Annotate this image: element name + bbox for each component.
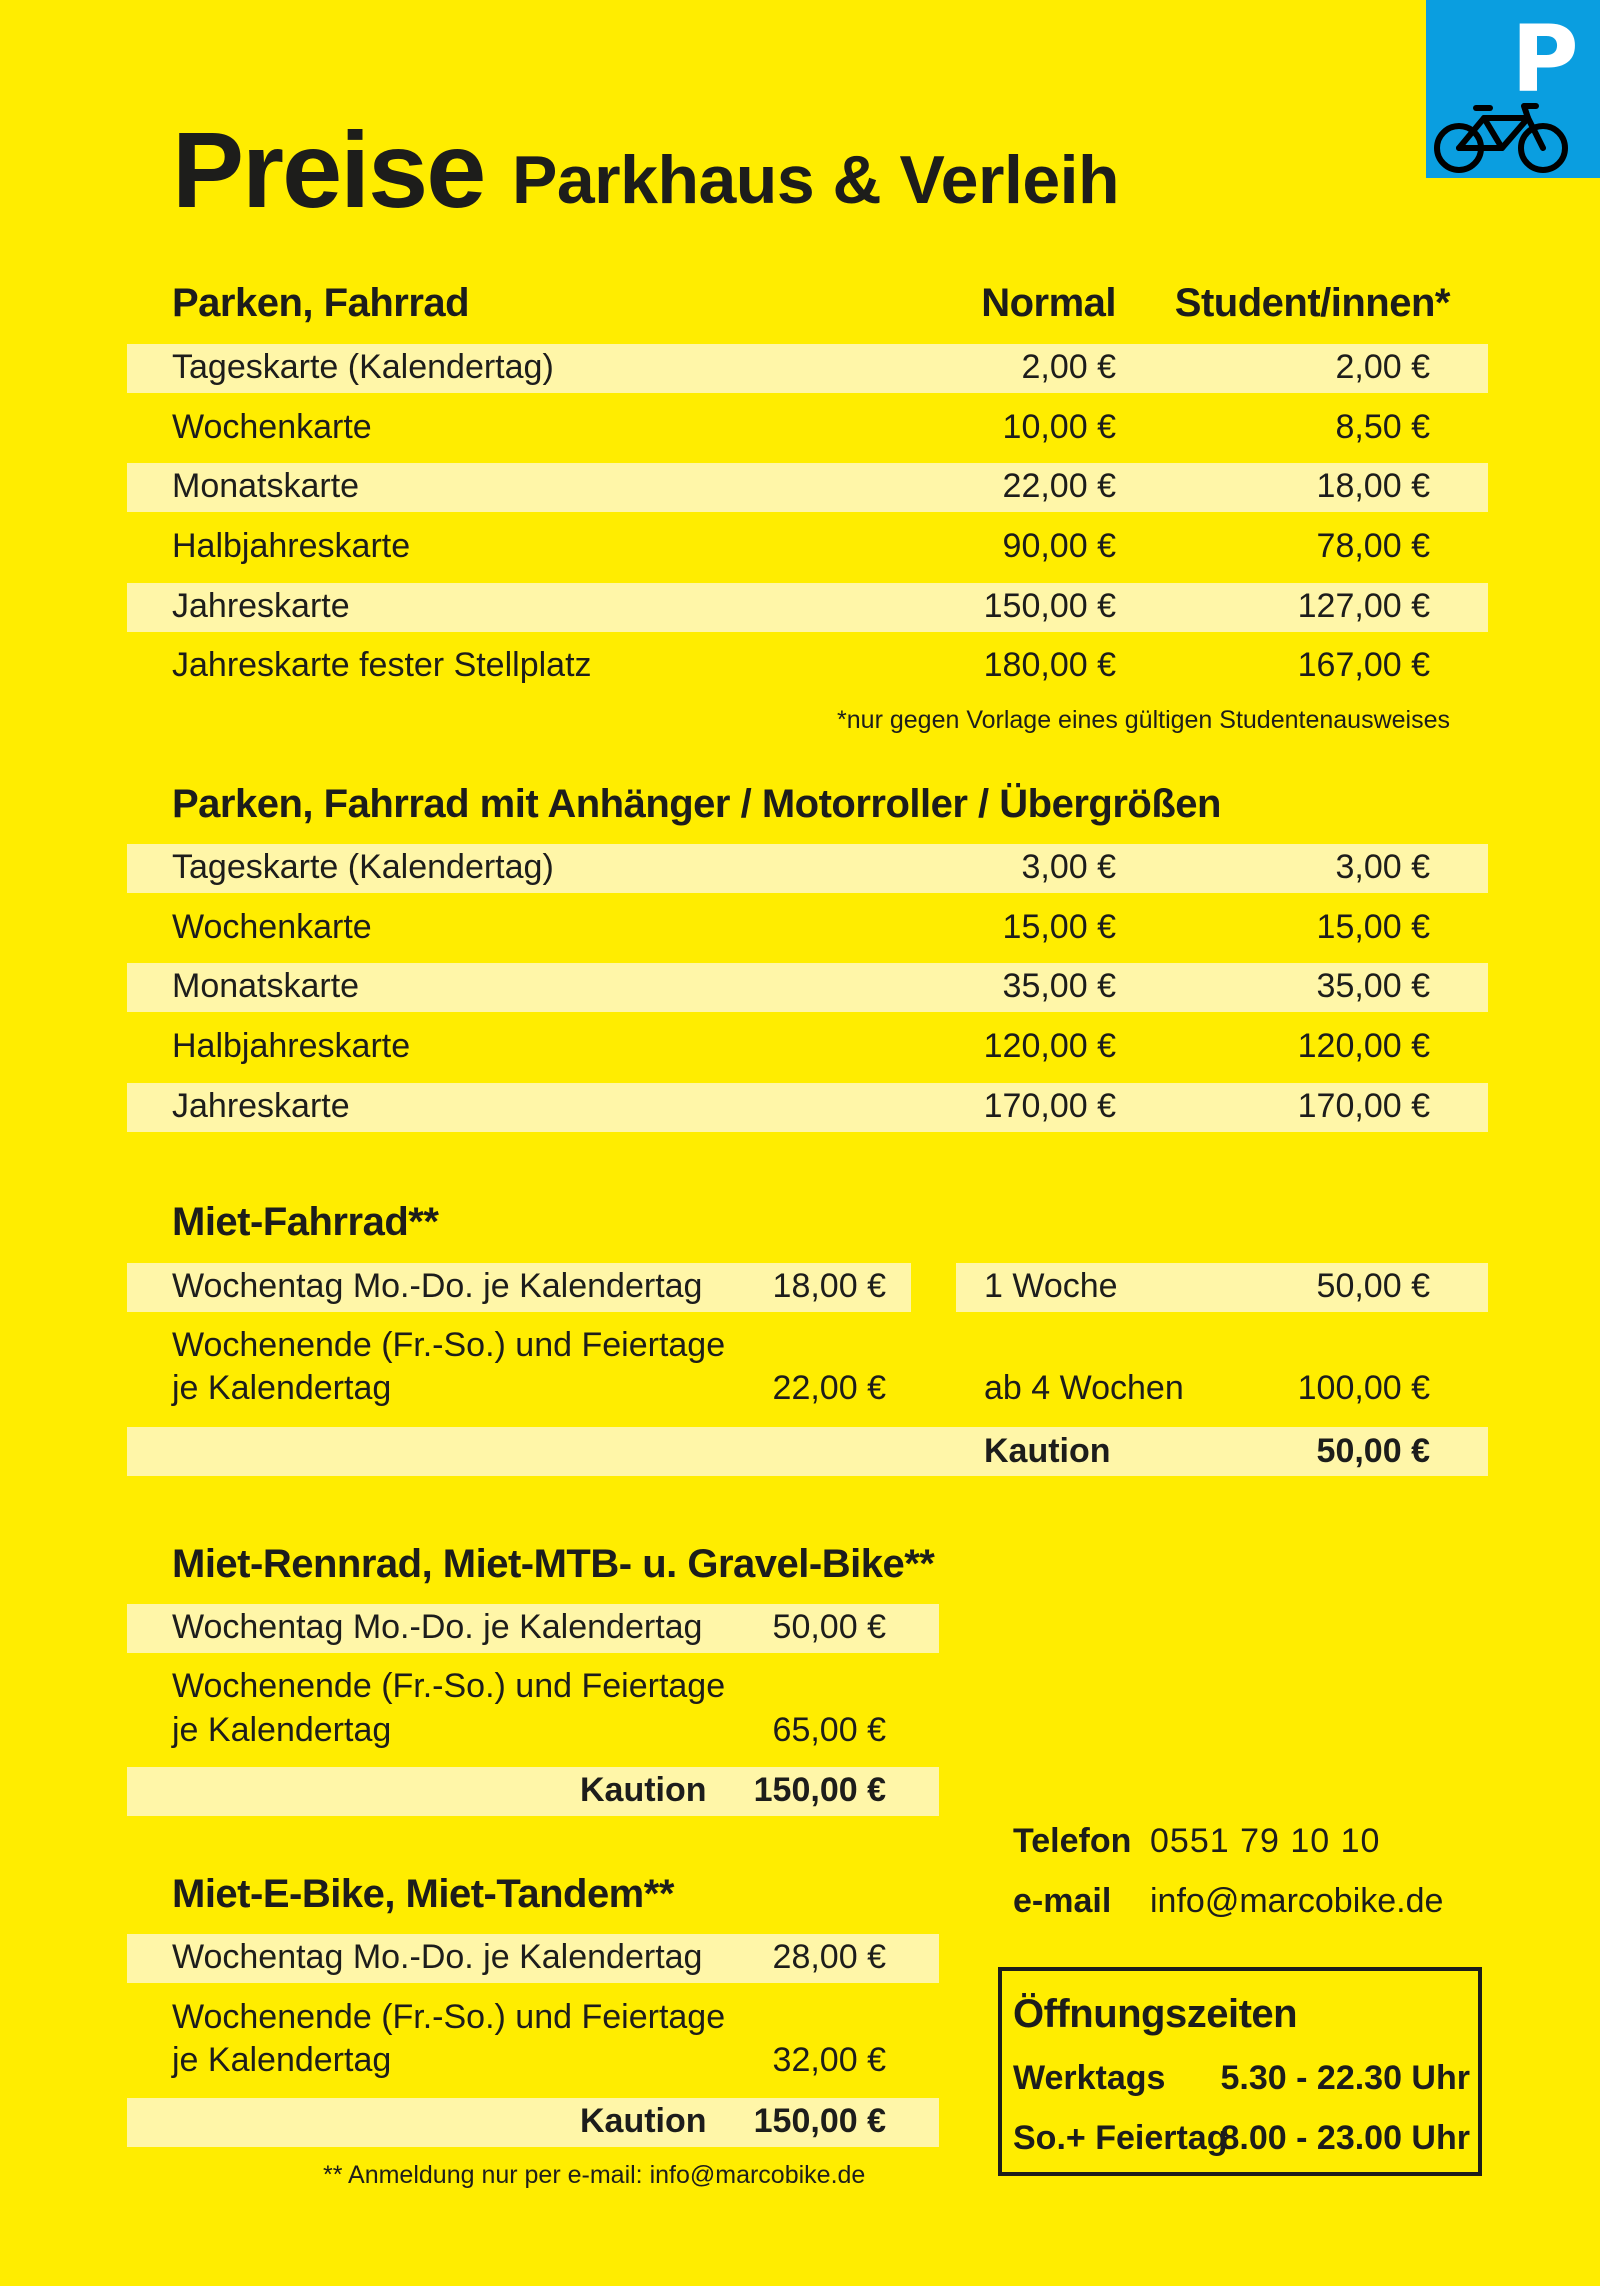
rent-race-weekend-price: 65,00 € — [772, 1711, 886, 1749]
row-label: Halbjahreskarte — [172, 1027, 411, 1065]
bicycle-icon — [1432, 100, 1572, 180]
section-heading-rent-bike: Miet-Fahrrad** — [172, 1200, 439, 1244]
rent-race-weekend-label-line2: je Kalendertag — [172, 1711, 392, 1749]
rent-bike-weekend-label: Wochenende (Fr.-So.) und Feiertage — [172, 1326, 726, 1364]
price-normal: 2,00 € — [1021, 348, 1116, 386]
price-normal: 170,00 € — [983, 1087, 1116, 1125]
price-student: 8,50 € — [1335, 408, 1430, 446]
section-heading-rent-ebike: Miet-E-Bike, Miet-Tandem** — [172, 1872, 674, 1916]
rent-race-deposit-price: 150,00 € — [753, 1771, 886, 1809]
price-student: 15,00 € — [1316, 908, 1430, 946]
row-label: Monatskarte — [172, 467, 360, 505]
hours-holiday-label: So.+ Feiertag — [1013, 2119, 1228, 2157]
rent-ebike-weekday-label: Wochentag Mo.-Do. je Kalendertag — [172, 1938, 703, 1976]
rent-ebike-weekday-price: 28,00 € — [772, 1938, 886, 1976]
row-label: Tageskarte (Kalendertag) — [172, 848, 554, 886]
rent-race-weekday-price: 50,00 € — [772, 1608, 886, 1646]
row-label: Wochenkarte — [172, 408, 372, 446]
column-header-normal: Normal — [981, 281, 1116, 325]
rent-ebike-deposit-label: Kaution — [580, 2102, 707, 2140]
hours-weekday-time: 5.30 - 22.30 Uhr — [1220, 2059, 1470, 2097]
price-student: 3,00 € — [1335, 848, 1430, 886]
parking-letter: P — [1511, 6, 1579, 113]
price-student: 120,00 € — [1297, 1027, 1430, 1065]
price-normal: 10,00 € — [1002, 408, 1116, 446]
price-normal: 120,00 € — [983, 1027, 1116, 1065]
price-normal: 35,00 € — [1002, 967, 1116, 1005]
price-student: 18,00 € — [1316, 467, 1430, 505]
row-label: Jahreskarte fester Stellplatz — [172, 646, 592, 684]
email-label: e-mail — [1013, 1882, 1112, 1920]
row-label: Tageskarte (Kalendertag) — [172, 348, 554, 386]
price-student: 167,00 € — [1297, 646, 1430, 684]
rent-bike-week-price: 50,00 € — [1316, 1267, 1430, 1305]
registration-footnote: ** Anmeldung nur per e-mail: info@marcobike.de — [323, 2161, 866, 2189]
price-normal: 15,00 € — [1002, 908, 1116, 946]
email-link[interactable]: info@marcobike.de — [1150, 1882, 1444, 1920]
phone-label: Telefon — [1013, 1822, 1132, 1860]
rent-bike-weekend-price: 22,00 € — [772, 1369, 886, 1407]
section-heading-rent-race: Miet-Rennrad, Miet-MTB- u. Gravel-Bike** — [172, 1542, 935, 1586]
rent-bike-weekday-price: 18,00 € — [772, 1267, 886, 1305]
row-label: Halbjahreskarte — [172, 527, 411, 565]
hours-weekday-label: Werktags — [1013, 2059, 1166, 2097]
price-student: 170,00 € — [1297, 1087, 1430, 1125]
hours-holiday-time: 8.00 - 23.00 Uhr — [1220, 2119, 1470, 2157]
rent-ebike-weekend-price: 32,00 € — [772, 2041, 886, 2079]
page-subtitle: Parkhaus & Verleih — [512, 142, 1120, 218]
row-label: Wochenkarte — [172, 908, 372, 946]
column-header-student: Student/innen* — [1174, 281, 1450, 325]
price-student: 78,00 € — [1316, 527, 1430, 565]
price-student: 127,00 € — [1297, 587, 1430, 625]
rent-bike-four-weeks-price: 100,00 € — [1297, 1369, 1430, 1407]
page-title: Preise — [172, 109, 485, 230]
price-normal: 150,00 € — [983, 587, 1116, 625]
rent-race-deposit-label: Kaution — [580, 1771, 707, 1809]
rent-bike-deposit-label: Kaution — [984, 1432, 1111, 1470]
price-normal: 90,00 € — [1002, 527, 1116, 565]
rent-bike-weekend-label-line2: je Kalendertag — [172, 1369, 392, 1407]
rent-ebike-weekend-label-line2: je Kalendertag — [172, 2041, 392, 2079]
price-normal: 22,00 € — [1002, 467, 1116, 505]
price-normal: 180,00 € — [983, 646, 1116, 684]
rent-bike-deposit-price: 50,00 € — [1316, 1432, 1430, 1470]
price-student: 2,00 € — [1335, 348, 1430, 386]
opening-hours-heading: Öffnungszeiten — [1013, 1992, 1298, 2036]
row-label: Monatskarte — [172, 967, 360, 1005]
rent-ebike-deposit-price: 150,00 € — [753, 2102, 886, 2140]
row-label: Jahreskarte — [172, 587, 350, 625]
price-normal: 3,00 € — [1021, 848, 1116, 886]
rent-bike-weekday-label: Wochentag Mo.-Do. je Kalendertag — [172, 1267, 703, 1305]
section-heading-parking-trailer: Parken, Fahrrad mit Anhänger / Motorroller / Übergrößen — [172, 782, 1221, 826]
student-footnote: *nur gegen Vorlage eines gültigen Studentenausweises — [837, 706, 1450, 734]
rent-bike-four-weeks-label: ab 4 Wochen — [984, 1369, 1184, 1407]
rent-race-weekend-label: Wochenende (Fr.-So.) und Feiertage — [172, 1667, 726, 1705]
phone-number[interactable]: 0551 79 10 10 — [1150, 1822, 1381, 1860]
row-label: Jahreskarte — [172, 1087, 350, 1125]
rent-ebike-weekend-label: Wochenende (Fr.-So.) und Feiertage — [172, 1998, 726, 2036]
rent-race-weekday-label: Wochentag Mo.-Do. je Kalendertag — [172, 1608, 703, 1646]
parking-badge — [1426, 0, 1600, 178]
rent-bike-week-label: 1 Woche — [984, 1267, 1118, 1305]
price-student: 35,00 € — [1316, 967, 1430, 1005]
section-heading-parking-bike: Parken, Fahrrad — [172, 281, 470, 325]
